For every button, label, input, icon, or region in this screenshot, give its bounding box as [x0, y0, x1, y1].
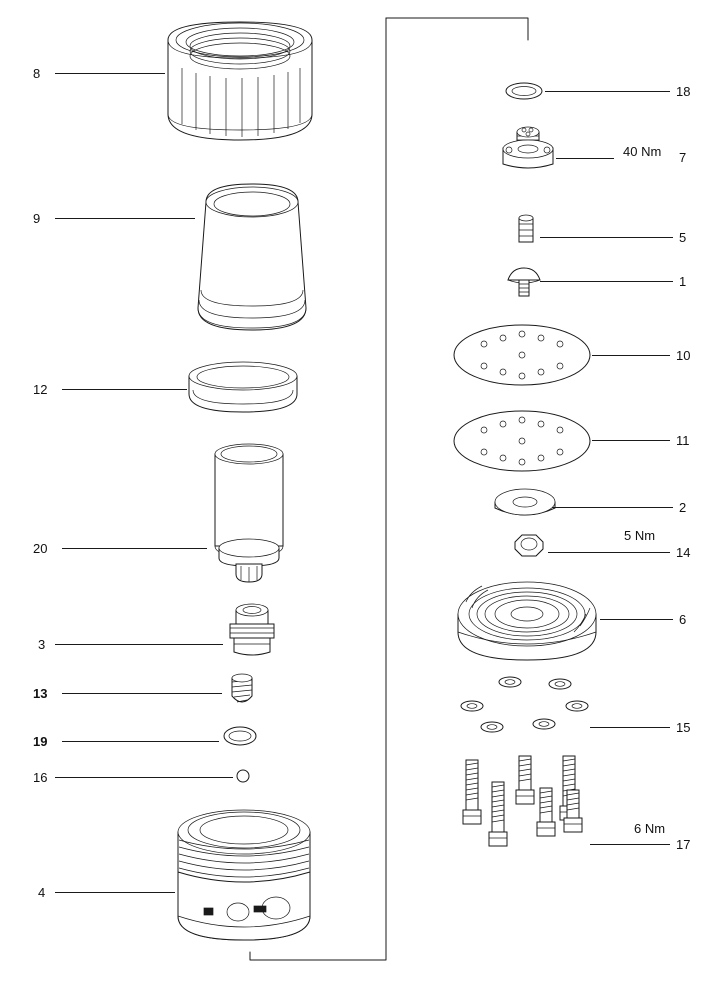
torque-label-6nm: 6 Nm: [634, 821, 666, 836]
part-11-perforated-disc: [452, 402, 592, 480]
callout-16: 16: [33, 770, 48, 785]
callout-19: 19: [33, 734, 48, 749]
callout-4: 4: [38, 885, 46, 900]
callout-7: 7: [679, 150, 687, 165]
leader-line-6: [600, 619, 673, 620]
part-20-cartridge: [205, 440, 295, 590]
leader-line-2: [552, 507, 673, 508]
callout-11: 11: [676, 433, 690, 448]
callout-14: 14: [676, 545, 691, 560]
leader-line-14: [548, 552, 670, 553]
leader-line-18: [545, 91, 670, 92]
part-9-tapered-housing: [188, 180, 318, 340]
leader-line-12: [62, 389, 187, 390]
part-10-perforated-disc: [452, 316, 592, 394]
leader-line-13: [62, 693, 222, 694]
callout-6: 6: [679, 612, 687, 627]
callout-8: 8: [33, 66, 41, 81]
leader-line-10: [592, 355, 670, 356]
leader-line-17: [590, 844, 670, 845]
leader-line-4: [55, 892, 175, 893]
callout-20: 20: [33, 541, 48, 556]
callout-13: 13: [33, 686, 48, 701]
callout-18: 18: [676, 84, 691, 99]
part-17-bolts: [452, 748, 597, 858]
part-12-seal-ring: [185, 360, 307, 418]
callout-3: 3: [38, 637, 46, 652]
callout-17: 17: [676, 837, 691, 852]
torque-label-5nm: 5 Nm: [624, 528, 656, 543]
part-2-disc: [492, 484, 558, 526]
leader-line-11: [592, 440, 670, 441]
part-13-coil-insert: [222, 672, 262, 712]
part-7-valve-block: [495, 118, 563, 178]
callout-12: 12: [33, 382, 48, 397]
torque-label-40nm: 40 Nm: [623, 144, 662, 159]
leader-line-16: [55, 777, 233, 778]
callout-9: 9: [33, 211, 41, 226]
part-15-washers: [452, 672, 592, 742]
leader-line-8: [55, 73, 165, 74]
callout-2: 2: [679, 500, 687, 515]
part-3-connector-fitting: [220, 598, 284, 660]
part-18-washer: [500, 78, 548, 106]
leader-line-5: [540, 237, 673, 238]
leader-line-19: [62, 741, 219, 742]
part-14-hex-nut: [508, 530, 550, 564]
callout-15: 15: [676, 720, 691, 735]
part-8-ring-nut: [160, 18, 320, 143]
part-4-threaded-body: [166, 800, 326, 952]
leader-line-7: [556, 158, 614, 159]
part-1-conical-screw: [500, 262, 548, 304]
callout-1: 1: [679, 274, 687, 289]
leader-line-15: [590, 727, 670, 728]
leader-line-1: [540, 281, 673, 282]
leader-line-20: [62, 548, 207, 549]
callout-10: 10: [676, 348, 691, 363]
part-16-ball: [228, 762, 258, 790]
leader-line-3: [55, 644, 223, 645]
part-19-o-ring: [216, 722, 264, 752]
callout-5: 5: [679, 230, 687, 245]
part-6-ribbed-housing: [452, 572, 602, 668]
leader-line-9: [55, 218, 195, 219]
part-5-pin-plug: [505, 208, 547, 252]
